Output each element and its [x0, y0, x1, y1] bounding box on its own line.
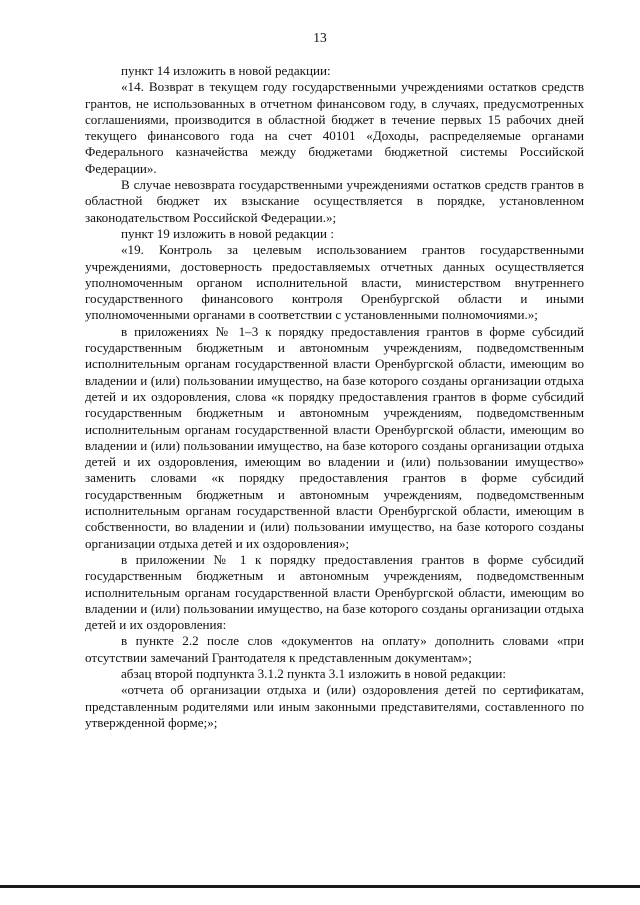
paragraph-5: «19. Контроль за целевым использованием грантов государственными учреждениями, достоверность предоставляемых отчетных данных осуществляется уполномоченным органом исполнительной власти, министерством внутреннего государственного финансового контроля Оренбургской области и иными уполномоченными органами в соответствии с установленными полномочиями.»;	[85, 242, 584, 323]
bottom-scan-border	[0, 885, 640, 888]
document-body	[85, 63, 584, 731]
paragraph-8: в пункте 2.2 после слов «документов на оплату» дополнить словами «при отсутствии замечаний Грантодателя к представленным документам»;	[85, 633, 584, 665]
page-number: 13	[313, 30, 327, 45]
paragraph-2: «14. Возврат в текущем году государственными учреждениями остатков средств грантов, не использованных в отчетном финансовом году, в случаях, предусмотренных соглашениями, производится в областной бюджет в течение первых 15 рабочих дней текущего финансового года на счет 40101 «Доходы, распределяемые органами Федерального казначейства между бюджетами бюджетной системы Российской Федерации».	[85, 79, 584, 176]
paragraph-10: «отчета об организации отдыха и (или) оздоровления детей по сертификатам, представленным родителями или иным законными представителями, составленного по утвержденной форме;»;	[85, 682, 584, 730]
paragraph-3: В случае невозврата государственными учреждениями остатков средств грантов в областной бюджет их взыскание осуществляется в порядке, установленном законодательством Российской Федерации.»;	[85, 177, 584, 225]
paragraph-4: пункт 19 изложить в новой редакции :	[121, 225, 334, 241]
paragraph-1: пункт 14 изложить в новой редакции:	[121, 63, 331, 78]
paragraph-7: в приложении № 1 к порядку предоставления грантов в форме субсидий государственным бюджетным и автономным учреждениям, подведомственным исполнительным органам государственной власти Оренбургской области, имеющим во владении и (или) пользовании имущество, на базе которого созданы организации отдыха детей и их оздоровления:	[85, 551, 584, 633]
paragraph-9: абзац второй подпункта 3.1.2 пункта 3.1 изложить в новой редакции:	[121, 665, 507, 681]
paragraph-6: в приложениях № 1–3 к порядку предоставления грантов в форме субсидий государственным бюджетным и автономным учреждениям, подведомственным исполнительным органам государственной власти Оренбургской области, имеющим во владении и (или) пользовании имущество, на базе которого созданы организации отдыха детей и их оздоровления, слова «к порядку предоставления грантов в форме субсидий государственным бюджетным и автономным учреждениям, подведомственным исполнительным органам государственной власти Оренбургской области, имеющим во владении и (или) пользовании имущество, на базе которого созданы организации отдыха детей и их оздоровления, имеющим во владении и (или) пользовании имущество» заменить словами «к порядку предоставления грантов в форме субсидий государственным бюджетным и автономным учреждениям, подведомственным исполнительным органам государственной власти Оренбургской области, имеющим в собственности, во владении и (или) пользовании имущество, на базе которого созданы организации отдыха детей и их оздоровления»;	[85, 323, 584, 551]
